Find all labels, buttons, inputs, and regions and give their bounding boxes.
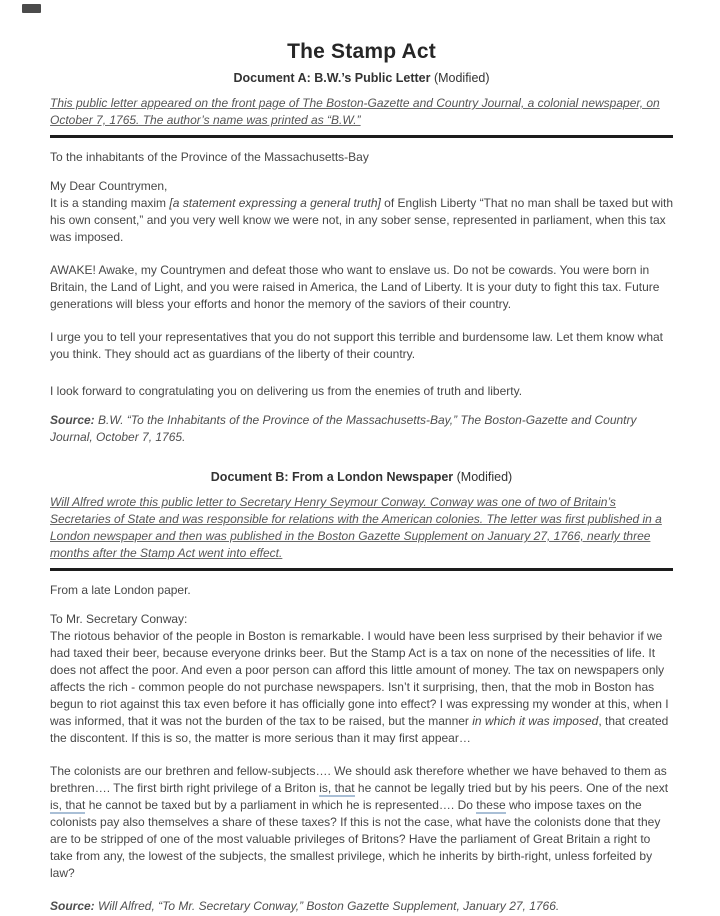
document-b-opening: From a late London paper. (50, 583, 191, 597)
document-b-heading-suffix: (Modified) (453, 470, 513, 484)
para-text: who impose taxes on the colonists pay also themselves a share of these taxes? If this is not the case, what have the colonists done that they are to be stripped of one of the most valuable privileges of Britons? Have the parliament of Great Britain a right to take from any, the lowest of the subjects, the smallest privilege, which he inherits by birth-right, unless forfeited by law? (50, 798, 661, 880)
para-text: he cannot be legally tried but by his peers. One of the next (354, 781, 669, 795)
document-b-heading-text: Document B: From a London Newspaper (210, 470, 454, 484)
source-citation: Will Alfred, “To Mr. Secretary Conway,” Boston Gazette Supplement, January 27, 1766. (94, 899, 560, 913)
document-a-paragraph-4: I look forward to congratulating you on delivering us from the enemies of truth and liberty. (50, 384, 523, 398)
para-text: The colonists are our brethren and fellow-subjects…. We should ask therefore whether we have behaved to them as brethren…. The first birth right privilege of a Briton (50, 764, 667, 795)
para-text: It is a standing maxim (50, 196, 170, 210)
para-text: , that created the discontent. If this is so, the matter is more serious than it may first appear… (50, 714, 669, 745)
document-b-salutation: To Mr. Secretary Conway: (50, 612, 188, 626)
document-b-source (50, 898, 673, 915)
emphasized-text: in which it was imposed (472, 714, 599, 728)
source-citation: B.W. “To the Inhabitants of the Province of the Massachusetts-Bay,” The Boston-Gazette and Country Journal, October 7, 1765. (50, 413, 637, 444)
document-a-paragraph-1 (50, 178, 673, 246)
grammar-underlined-text: is, that (50, 798, 86, 812)
document-b-headnote: Will Alfred wrote this public letter to Secretary Henry Seymour Conway. Conway was one of two of Britain’s Secretaries of State and was responsible for relations with the American colonies. The letter was first published in a London newspaper and then was published in the Boston Gazette Supplement on January 27, 1766, nearly three months after the Stamp Act went into effect. (50, 494, 673, 571)
grammar-underlined-text: these (476, 798, 506, 812)
document-a-heading (50, 71, 673, 85)
para-text: of English Liberty “That no man shall be taxed but with his own consent,” and you very well know we were not, in any sober sense, represented in parliament, when this tax was imposed. (50, 196, 674, 244)
bracketed-definition: [a statement expressing a general truth] (169, 196, 381, 210)
page-title: The Stamp Act (287, 40, 436, 63)
document-a-source (50, 412, 673, 446)
document-a-heading-text: Document A: B.W.’s Public Letter (233, 71, 431, 85)
document-a-paragraph-2: AWAKE! Awake, my Countrymen and defeat those who want to enslave us. Do not be cowards. You were born in Britain, the Land of Light, and you were raised in America, the Land of Liberty. It is your duty to fight this tax. Future generations will bless your efforts and honor the memory of the saviors of their country. (50, 263, 660, 311)
source-label: Source: (50, 899, 95, 913)
document-b-paragraph-1 (50, 611, 673, 747)
document-a-salutation: My Dear Countrymen, (50, 179, 168, 193)
grammar-underlined-text: is, that (319, 781, 355, 795)
document-a-headnote: This public letter appeared on the front page of The Boston-Gazette and Country Journal, a colonial newspaper, on October 7, 1765. The author’s name was printed as “B.W.” (50, 95, 673, 138)
document-b-paragraph-2 (50, 763, 673, 882)
scan-artifact-mark (22, 4, 41, 13)
document-b-heading (50, 470, 673, 484)
document-a-address: To the inhabitants of the Province of the Massachusetts-Bay (50, 150, 369, 164)
para-text: The riotous behavior of the people in Boston is remarkable. I would have been less surprised by their behavior if we had taxed their beer, because everyone drinks beer. But the Stamp Act is a tax on none of the necessities of life. It does not affect the poor. And even a poor person can afford this little amount of money. The tax on newspapers only affects the rich - common people do not purchase newspapers. Isn’t it surprising, then, that the mob in Boston has begun to riot against this tax even before it has officially gone into effect? I was expressing my wonder at this, when I was informed, that it was not the burden of the tax to be raised, but the manner (50, 629, 669, 728)
document-a-paragraph-3: I urge you to tell your representatives that you do not support this terrible and burdensome law. Let them know what you think. They should act as guardians of the liberty of their country. (50, 330, 664, 361)
para-text: he cannot be taxed but by a parliament in which he is represented…. Do (85, 798, 477, 812)
source-label: Source: (50, 413, 95, 427)
document-a-heading-suffix: (Modified) (430, 71, 490, 85)
